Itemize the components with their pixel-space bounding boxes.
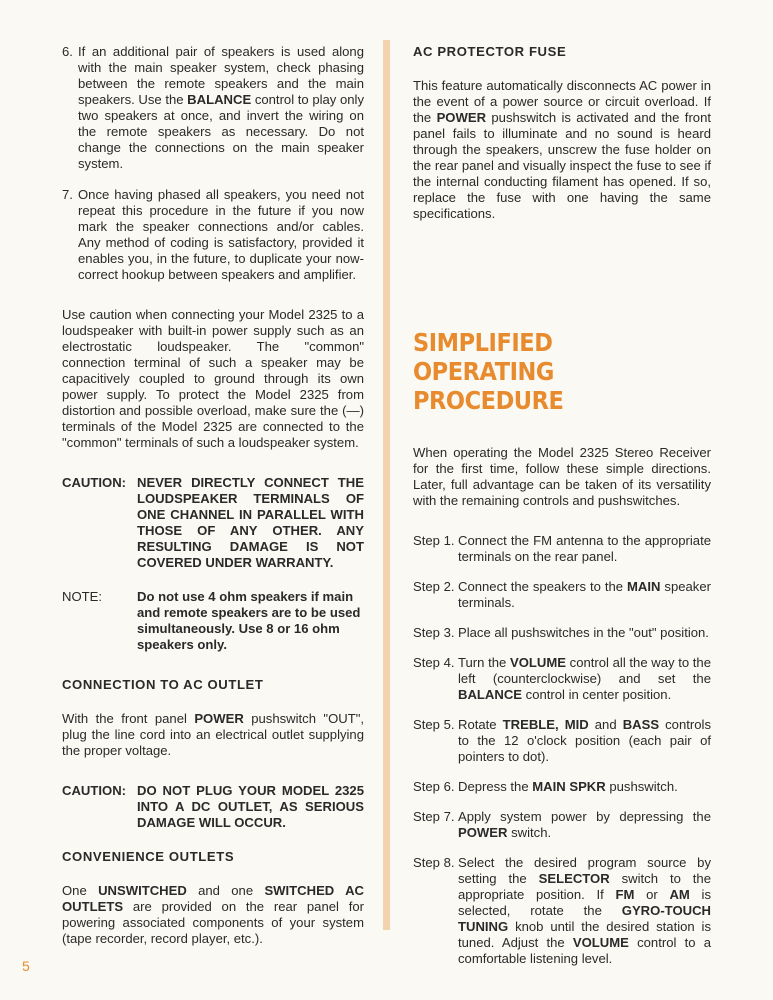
caution-paragraph: Use caution when connecting your Model 2325 to a loudspeaker with built-in power supply such as an electrostatic loudspeaker. The "common" connection terminal of such a speaker may be capacitively coupled to ground through its own power supply. To protect the Model 2325 from distortion and possible overload, make sure the (—) terminals of the Model 2325 are connected to the "common" terminals of such a loudspeaker system. — [62, 307, 364, 450]
step-item: Step 6. Depress the MAIN SPKR pushswitch. — [413, 779, 678, 794]
list-item-6 — [62, 44, 364, 172]
step-item: Step 5. Rotate TREBLE, MID and BASS controls to the 12 o'clock position (each pair of pointers to dot). — [413, 717, 711, 764]
section-heading-convenience: CONVENIENCE OUTLETS — [62, 849, 235, 864]
column-divider-bar — [383, 40, 390, 930]
fuse-paragraph: This feature automatically disconnects AC power in the event of a power source or circuit overload. If the POWER pushswitch is activated and the front panel fails to illuminate and no sound is heard through the speakers, unscrew the fuse holder on the rear panel and visually inspect the fuse to see if the internal conducting filament has opened. If so, replace the fuse with one having the same specifications. — [413, 78, 712, 221]
item-text: If an additional pair of speakers is used along with the main speaker system, check phasing between the remote speakers and the main speakers. Use the BALANCE control to play only two speakers at once, and invert the wiring on the remote speakers as necessary. Do not change the connections on the main speaker system. — [78, 44, 364, 171]
page-number: 5 — [22, 958, 30, 974]
left-column — [62, 44, 364, 947]
step-list — [413, 533, 711, 967]
caution-block-parallel: CAUTION: NEVER DIRECTLY CONNECT THE LOUDSPEAKER TERMINALS OF ONE CHANNEL IN PARALLEL WITH THOSE OF ANY OTHER. ANY RESULTING DAMAGE IS NOT COVERED UNDER WARRANTY. — [62, 475, 364, 570]
section-heading-fuse: AC PROTECTOR FUSE — [413, 44, 567, 59]
section-heading-ac-outlet: CONNECTION TO AC OUTLET — [62, 677, 264, 692]
caution-block-dc: CAUTION: DO NOT PLUG YOUR MODEL 2325 INTO A DC OUTLET, AS SERIOUS DAMAGE WILL OCCUR. — [62, 783, 364, 830]
item-text: Once having phased all speakers, you need not repeat this procedure in the future if you now mark the speaker connections and/or cables. Any method of coding is satisfactory, provided it enables you, in the future, to duplicate your now-correct hookup between speakers and amplifier. — [78, 187, 364, 282]
procedure-intro: When operating the Model 2325 Stereo Receiver for the first time, follow these simple directions. Later, full advantage can be taken of its versatility with the remaining controls and pushswitches. — [413, 445, 711, 508]
right-column — [413, 44, 711, 981]
note-block: NOTE: Do not use 4 ohm speakers if main and remote speakers are to be used simultaneously. Use 8 or 16 ohm speakers only. — [62, 589, 361, 652]
step-item: Step 2. Connect the speakers to the MAIN speaker terminals. — [413, 579, 711, 610]
ac-outlet-paragraph: With the front panel POWER pushswitch "OUT", plug the line cord into an electrical outlet supplying the proper voltage. — [62, 711, 364, 758]
step-item: Step 1. Connect the FM antenna to the appropriate terminals on the rear panel. — [413, 533, 711, 564]
item-number: 6. — [62, 44, 73, 59]
step-item: Step 8. Select the desired program source by setting the SELECTOR switch to the appropriate position. If FM or AM is selected, rotate the GYRO-TOUCH TUNING knob until the desired station is tuned. Adjust the VOLUME control to a comfortable listening level. — [413, 855, 712, 966]
step-item: Step 3. Place all pushswitches in the "out" position. — [413, 625, 709, 640]
convenience-paragraph: One UNSWITCHED and one SWITCHED AC OUTLETS are provided on the rear panel for powering associated components of your system (tape recorder, record player, etc.). — [62, 883, 364, 946]
list-item-7 — [62, 187, 364, 283]
section-title-procedure: SIMPLIFIED OPERATING PROCEDURE — [413, 328, 564, 415]
step-item: Step 4. Turn the VOLUME control all the way to the left (counterclockwise) and set the BALANCE control in center position. — [413, 655, 712, 702]
step-item: Step 7. Apply system power by depressing the POWER switch. — [413, 809, 711, 840]
item-number: 7. — [62, 187, 73, 202]
